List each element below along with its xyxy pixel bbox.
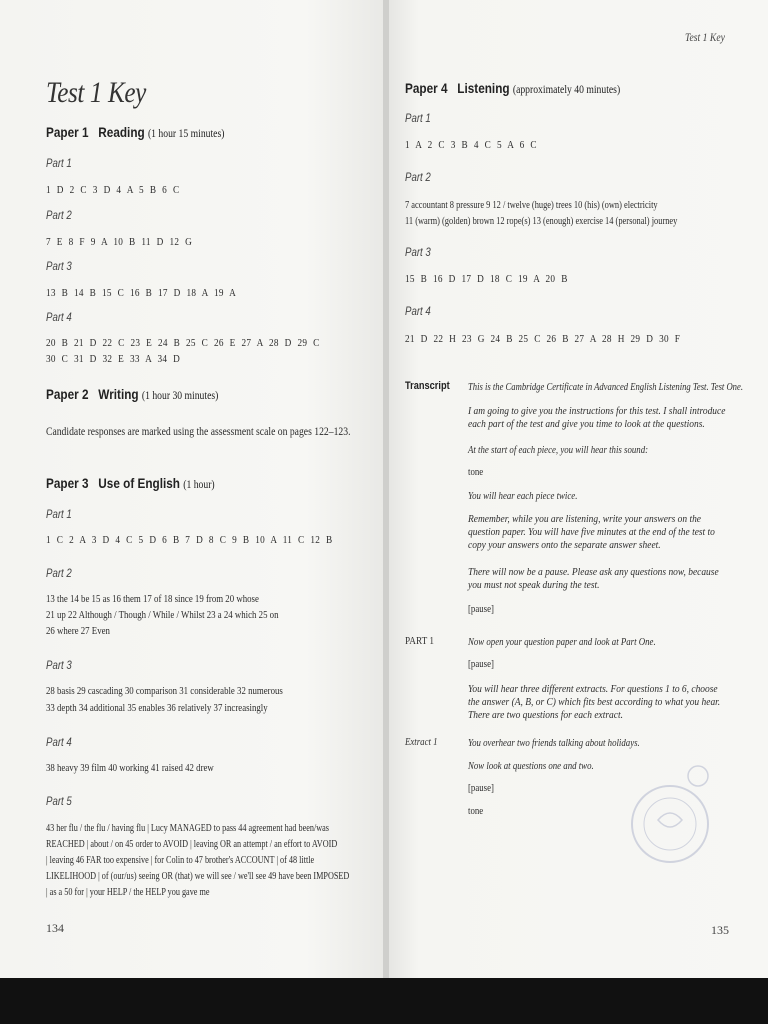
p4-part1-label: Part 1	[405, 113, 431, 125]
p3-part3-line1: 28 basis 29 cascading 30 comparison 31 considerable 32 numerous	[46, 686, 283, 697]
scan-bottom-edge	[0, 978, 768, 1024]
p3-part5-line1: 43 her flu / the flu / having flu | Lucy MANAGED to pass 44 agreement had been/was	[46, 823, 329, 834]
p3-part5-line3: | leaving 46 FAR too expensive | for Colin to 47 brother's ACCOUNT | of 48 little	[46, 855, 315, 866]
p4-part2-line1: 7 accountant 8 pressure 9 12 / twelve (huge) trees 10 (his) (own) electricity	[405, 200, 658, 211]
p1-part1-answers: 1 D 2 C 3 D 4 A 5 B 6 C	[46, 184, 180, 196]
p4-part2-line2: 11 (warm) (golden) brown 12 rope(s) 13 (enough) exercise 14 (personal) journey	[405, 216, 678, 227]
p3-part5-line5: | as a 50 for | your HELP / the HELP you gave me	[46, 887, 210, 898]
p3-part2-line1: 13 the 14 be 15 as 16 them 17 of 18 since 19 from 20 whose	[46, 594, 259, 605]
p1-part3-label: Part 3	[46, 261, 72, 273]
paper2-heading: Paper 2 Writing (1 hour 30 minutes)	[46, 386, 219, 402]
paper2-text: Candidate responses are marked using the assessment scale on pages 122–123.	[46, 426, 351, 438]
transcript-line-5: You will hear each piece twice.	[468, 491, 578, 502]
transcript-pause-3: [pause]	[468, 783, 494, 794]
part1-label: PART 1	[405, 635, 434, 647]
transcript-label: Transcript	[405, 380, 450, 392]
left-page	[0, 0, 383, 978]
paper4-heading: Paper 4 Listening (approximately 40 minutes)	[405, 80, 621, 96]
p3-part5-line2: REACHED | about / on 45 order to AVOID | leaving OR an attempt / an effort to AVOID	[46, 839, 338, 850]
paper1-heading: Paper 1 Reading (1 hour 15 minutes)	[46, 124, 225, 140]
p3-part3-label: Part 3	[46, 660, 72, 672]
transcript-line-9: Now open your question paper and look at Part One.	[468, 637, 656, 648]
p1-part2-label: Part 2	[46, 210, 72, 222]
extract1-label: Extract 1	[405, 737, 438, 748]
transcript-line-11: You will hear three different extracts. For questions 1 to 6, choose the answer (A, B, or C) which fits best according to what you hear. There are two questions for each extract.	[468, 684, 721, 721]
p3-part5-line4: LIKELIHOOD | of (our/us) seeing OR (that) we will see / we'll see 49 have been IMPOSED	[46, 871, 350, 882]
p4-part2-label: Part 2	[405, 172, 431, 184]
p3-part2-line3: 26 where 27 Even	[46, 626, 110, 637]
page-title: Test 1 Key	[46, 76, 146, 109]
p1-part4-label: Part 4	[46, 312, 72, 324]
running-head: Test 1 Key	[685, 32, 725, 44]
p1-part4-answers-line2: 30 C 31 D 32 E 33 A 34 D	[46, 353, 181, 365]
paper3-heading: Paper 3 Use of English (1 hour)	[46, 475, 215, 491]
page-number-right: 135	[711, 923, 729, 937]
transcript-line-7: There will now be a pause. Please ask any questions now, because you must not speak during the test.	[468, 567, 719, 591]
transcript-pause-1: [pause]	[468, 604, 494, 615]
p3-part1-answers: 1 C 2 A 3 D 4 C 5 D 6 B 7 D 8 C 9 B 10 A 11 C 12 B	[46, 534, 333, 546]
p3-part4-label: Part 4	[46, 737, 72, 749]
transcript-line-12: You overhear two friends talking about holidays.	[468, 738, 640, 749]
transcript-tone-2: tone	[468, 806, 484, 817]
p4-part4-label: Part 4	[405, 306, 431, 318]
p3-part5-label: Part 5	[46, 796, 72, 808]
transcript-line-6: Remember, while you are listening, write your answers on the question paper. You will have five minutes at the end of the test to copy your answers onto the separate answer sheet.	[468, 514, 715, 551]
transcript-pause-2: [pause]	[468, 659, 494, 670]
p3-part4-answers: 38 heavy 39 film 40 working 41 raised 42 drew	[46, 763, 214, 774]
p4-part1-answers: 1 A 2 C 3 B 4 C 5 A 6 C	[405, 139, 537, 151]
transcript-line-2: I am going to give you the instructions for this test. I shall introduce each part of the test and give you time to look at the questions.	[468, 406, 726, 430]
p3-part3-line2: 33 depth 34 additional 35 enables 36 relatively 37 increasingly	[46, 703, 268, 714]
transcript-line-13: Now look at questions one and two.	[468, 761, 594, 772]
library-stamp-icon	[618, 762, 714, 872]
p4-part4-answers: 21 D 22 H 23 G 24 B 25 C 26 B 27 A 28 H 29 D 30 F	[405, 333, 681, 345]
p3-part1-label: Part 1	[46, 509, 72, 521]
p3-part2-line2: 21 up 22 Although / Though / While / Whilst 23 a 24 which 25 on	[46, 610, 279, 621]
p4-part3-answers: 15 B 16 D 17 D 18 C 19 A 20 B	[405, 273, 568, 285]
p3-part2-label: Part 2	[46, 568, 72, 580]
p1-part2-answers: 7 E 8 F 9 A 10 B 11 D 12 G	[46, 236, 193, 248]
p1-part4-answers-line1: 20 B 21 D 22 C 23 E 24 B 25 C 26 E 27 A 28 D 29 C	[46, 337, 320, 349]
page-number-left: 134	[46, 921, 64, 935]
p1-part3-answers: 13 B 14 B 15 C 16 B 17 D 18 A 19 A	[46, 287, 237, 299]
transcript-line-3: At the start of each piece, you will hear this sound:	[468, 445, 649, 456]
p1-part1-label: Part 1	[46, 158, 72, 170]
p4-part3-label: Part 3	[405, 247, 431, 259]
transcript-tone-1: tone	[468, 467, 484, 478]
transcript-line-1: This is the Cambridge Certificate in Advanced English Listening Test. Test One.	[468, 382, 743, 393]
